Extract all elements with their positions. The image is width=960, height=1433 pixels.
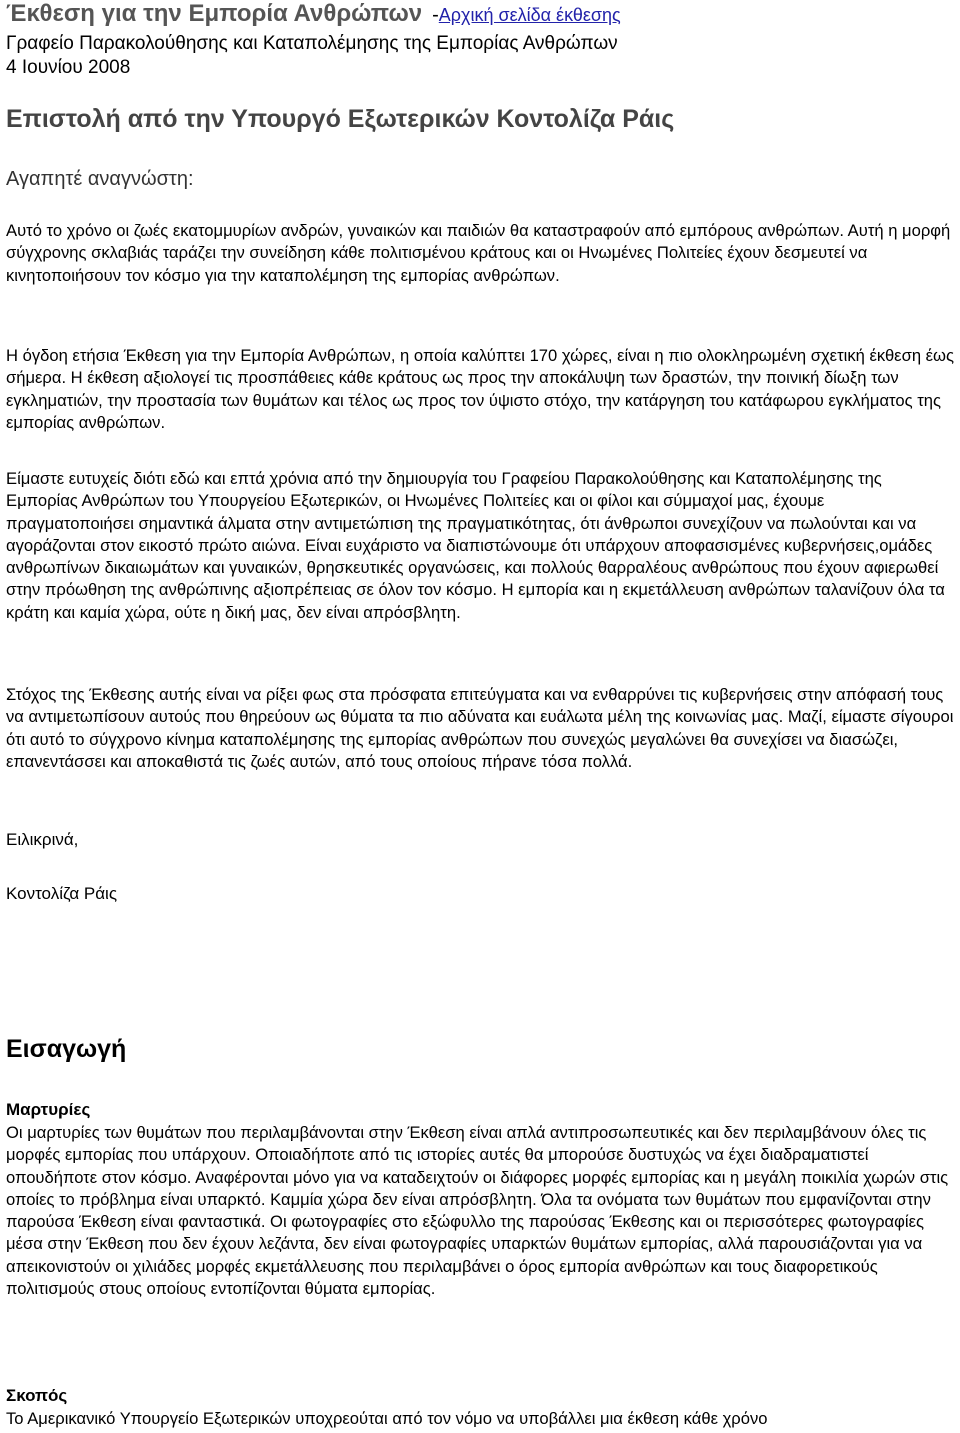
letter-closing: Ειλικρινά,: [6, 830, 79, 849]
purpose-paragraph: Το Αμερικανικό Υπουργείο Εξωτερικών υποχρεούται από τον νόμο να υποβάλλει μια έκθεση κάθε χρόνο: [6, 1409, 768, 1428]
letter-paragraph-4: Στόχος της Έκθεσης αυτής είναι να ρίξει φως στα πρόσφατα επιτεύγματα και να ενθαρρύνει τις κυβερνήσεις στην απόφασή τους να αντιμετωπίσουν αυτούς που θηρεύουν ως θύματα τα πιο αδύνατα και ευάλωτα μέλη της κοινωνίας μας. Μαζί, είμαστε σίγουροι ότι αυτό το σύγχρονο κίνημα καταπολέμησης της εμπορίας ανθρώπων που συνεχώς μεγαλώνει θα συνεχίσει να διασώζει, επανεντάσσει και αποκαθιστά τις ζωές αυτών, από τους οποίους πήρανε τόσα πολλά.: [6, 685, 954, 771]
letter-paragraph-2: Η όγδοη ετήσια Έκθεση για την Εμπορία Ανθρώπων, η οποία καλύπτει 170 χώρες, είναι η πιο ολοκληρωμένη σχετική έκθεση έως σήμερα. Η έκθεση αξιολογεί τις προσπάθειες κάθε κράτους ως προς την αποκάλυψη των δραστών, την ποινική δίωξη των εγκληματιών, την προστασία των θυμάτων και τέλος ως προς τον ύψιστο στόχο, την κατάργηση του κατάφωρου εγκλήματος της εμπορίας ανθρώπων.: [6, 346, 955, 432]
letter-paragraph-3: Είμαστε ευτυχείς διότι εδώ και επτά χρόνια από την δημιουργία του Γραφείου Παρακολούθησης και Καταπολέμησης της Εμπορίας Ανθρώπων του Υπουργείου Εξωτερικών, οι Ηνωμένες Πολιτείες και οι φίλοι και σύμμαχοί μας, έχουμε πραγματοποιήσει σημαντικά άλματα στην αντιμετώπιση της πραγματικότητας, ότι άνθρωποι συνεχίζουν να πωλούνται και να αγοράζονται στον εικοστό πρώτο αιώνα. Είναι ευχάριστο να διαπιστώνουμε ότι υπάρχουν αποφασισμένες κυβερνήσεις,ομάδες ανθρωπίνων δικαιωμάτων και γυναικών, θρησκευτικές οργανώσεις, και πολλούς θαρραλέους ανθρώπους που έχουν αφιερωθεί στην πρόωθηση της ανθρώπινης αξιοπρέπειας σε όλον τον κόσμο. Η εμπορία και η εκμετάλλευση ανθρώπων ταλανίζουν όλα τα κράτη και καμία χώρα, ούτε η δική μας, δεν είναι απρόσβλητη.: [6, 469, 945, 622]
letter-greeting: Αγαπητέ αναγνώστη:: [6, 168, 194, 190]
intro-section-title: Εισαγωγή: [6, 1035, 127, 1063]
report-title: Έκθεση για την Εμπορία Ανθρώπων: [6, 0, 423, 27]
report-header: [6, 0, 621, 28]
testimonies-heading: Μαρτυρίες: [6, 1100, 91, 1119]
report-date: 4 Ιουνίου 2008: [6, 57, 131, 78]
letter-signature: Κοντολίζα Ράις: [6, 884, 118, 903]
office-name: Γραφείο Παρακολούθησης και Καταπολέμησης της Εμπορίας Ανθρώπων: [6, 33, 618, 54]
title-separator: -: [432, 4, 439, 26]
testimonies-paragraph: Οι μαρτυρίες των θυμάτων που περιλαμβάνονται στην Έκθεση είναι απλά αντιπροσωπευτικές και δεν περιλαμβάνουν όλες τις μορφές εμπορίας που υπάρχουν. Οποιαδήποτε από τις ιστορίες αυτές θα μπορούσε δυστυχώς να έχει διαδραματιστεί οπουδήποτε στον κόσμο. Αναφέρονται μόνο για να καταδειχτούν οι διάφορες μορφές εμπορίας και η μεγάλη ποικιλία χωρών στις οποίες το πρόβλημα είναι υπαρκτό. Καμμία χώρα δεν είναι απρόσβλητη. Όλα τα ονόματα των θυμάτων που εμφανίζονται στην παρούσα Έκθεση είναι φανταστικά. Οι φωτογραφίες στο εξώφυλλο της παρούσας Έκθεσης και οι περισσότερες φωτογραφίες μέσα στην Έκθεση που δεν έχουν λεζάντα, δεν είναι φωτογραφίες υπαρκτών θυμάτων εμπορίας, αλλά παρουσιάζονται για να απεικονιστούν οι χιλιάδες μορφές εκμετάλλευσης που περιλαμβάνει ο όρος εμπορία ανθρώπων και τους διαφορετικούς πολιτισμούς στους οποίους εντοπίζονται θύματα εμπορίας.: [6, 1123, 949, 1299]
purpose-heading: Σκοπός: [6, 1386, 68, 1405]
letter-paragraph-1: Αυτό το χρόνο οι ζωές εκατομμυρίων ανδρών, γυναικών και παιδιών θα καταστραφούν από εμπόρους ανθρώπων. Αυτή η μορφή σύγχρονης σκλαβιάς ταράζει την συνείδηση κάθε πολιτισμένου κράτους και οι Ηνωμένες Πολιτείες έχουν δεσμευτεί να κινητοποιήσουν τον κόσμο για την καταπολέμηση της εμπορίας ανθρώπων.: [6, 221, 951, 285]
letter-title: Επιστολή από την Υπουργό Εξωτερικών Κοντολίζα Ράις: [6, 105, 675, 133]
report-home-link[interactable]: Αρχική σελίδα έκθεσης: [438, 5, 621, 25]
